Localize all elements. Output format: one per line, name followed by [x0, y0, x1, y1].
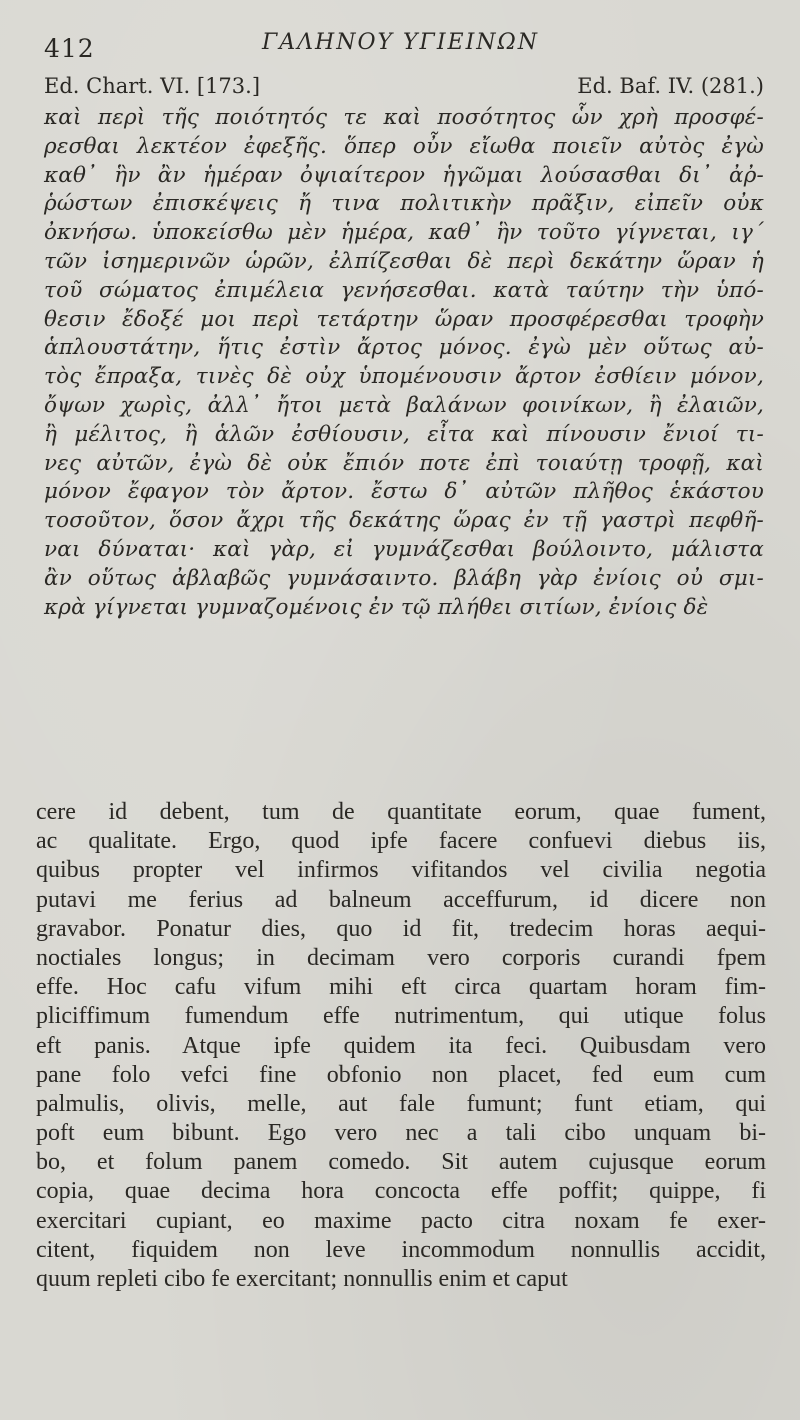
greek-text-block: [44, 104, 764, 622]
greek-text-line: τοῦ σώματος ἐπιμέλεια γενήσεσθαι. κατὰ ταύτην τὴν ὑπό-: [44, 277, 764, 303]
greek-text-line: τοσοῦτον, ὅσον ἄχρι τῆς δεκάτης ὥρας ἐν τῇ γαστρὶ πεφθῆ-: [44, 508, 764, 534]
greek-text-line: ρεσθαι λεκτέον ἐφεξῆς. ὅπερ οὖν εἴωθα ποιεῖν αὐτὸς ἐγὼ: [44, 133, 764, 159]
greek-text-line: τὸς ἔπραξα, τινὲς δὲ οὐχ ὑπομένουσιν ἄρτον ἐσθίειν μόνον,: [44, 364, 764, 390]
latin-text-line: ac qualitate. Ergo, quod ipfe facere confuevi diebus iis,: [36, 828, 766, 855]
greek-text-line: ἁπλουστάτην, ἥτις ἐστὶν ἄρτος μόνος. ἐγὼ μὲν οὕτως αὐ-: [44, 335, 764, 361]
latin-text-line: pliciffimum fumendum effe nutrimentum, qui utique folus: [36, 1003, 766, 1030]
latin-text-line: pane folo vefci fine obfonio non placet, fed eum cum: [36, 1061, 766, 1088]
greek-text-line: καθ᾽ ἣν ἂν ἡμέραν ὀψιαίτερον ἡγῶμαι λούσασθαι δι᾽ ἀῤ-: [44, 162, 764, 188]
latin-text-line: noctiales longus; in decimam vero corporis curandi fpem: [36, 944, 766, 971]
greek-text-line: μόνον ἔφαγον τὸν ἄρτον. ἔστω δ᾽ αὐτῶν πλῆθος ἑκάστου: [44, 479, 764, 505]
latin-text-line: effe. Hoc cafu vifum mihi eft circa quartam horam fim-: [36, 974, 766, 1001]
greek-text-line: ἂν οὕτως ἀβλαβῶς γυμνάσαιντο. βλάβη γὰρ ἐνίοις οὐ σμι-: [44, 565, 764, 591]
greek-text-line: ὄψων χωρὶς, ἀλλ᾽ ἤτοι μετὰ βαλάνων φοινίκων, ἢ ἐλαιῶν,: [44, 392, 764, 418]
edition-references: [44, 74, 764, 104]
greek-text-line: θεσιν ἔδοξέ μοι περὶ τετάρτην ὥραν προσφέρεσθαι τροφὴν: [44, 306, 764, 332]
latin-text-line: quum repleti cibo fe exercitant; nonnullis enim et caput: [36, 1266, 568, 1292]
edition-basel-reference: Ed. Baf. IV. (281.): [577, 74, 764, 98]
latin-text-line: palmulis, olivis, melle, aut fale fumunt; funt etiam, qui: [36, 1090, 766, 1117]
greek-text-line: κρὰ γίγνεται γυμναζομένοις ἐν τῷ πλήθει σιτίων, ἐνίοις δὲ: [44, 594, 709, 620]
running-title: ΓΑΛΗΝΟΥ ΥΓΙΕΙΝΩΝ: [262, 30, 539, 55]
greek-text-line: τῶν ἰσημερινῶν ὡρῶν, ἐλπίζεσθαι δὲ περὶ δεκάτην ὥραν ἡ: [44, 248, 764, 274]
page-number: 412: [44, 34, 95, 63]
latin-text-line: gravabor. Ponatur dies, quo id fit, tredecim horas aequi-: [36, 915, 766, 942]
latin-text-line: bo, et folum panem comedo. Sit autem cujusque eorum: [36, 1149, 766, 1176]
running-header: [44, 26, 764, 66]
greek-text-line: ἢ μέλιτος, ἢ ἁλῶν ἐσθίουσιν, εἶτα καὶ πίνουσιν ἔνιοί τι-: [44, 421, 764, 447]
greek-text-line: καὶ περὶ τῆς ποιότητός τε καὶ ποσότητος ὧν χρὴ προσφέ-: [44, 105, 764, 130]
greek-text-line: ὀκνήσω. ὑποκείσθω μὲν ἡμέρα, καθ᾽ ἣν τοῦτο γίγνεται, ιγ΄: [44, 220, 764, 246]
latin-text-line: poft eum bibunt. Ego vero nec a tali cibo unquam bi-: [36, 1120, 766, 1147]
latin-text-line: eft panis. Atque ipfe quidem ita feci. Quibusdam vero: [36, 1032, 766, 1059]
latin-text-line: cere id debent, tum de quantitate eorum, quae fument,: [36, 799, 766, 825]
latin-text-line: copia, quae decima hora concocta effe poffit; quippe, fi: [36, 1178, 766, 1205]
latin-text-line: citent, fiquidem non leve incommodum nonnullis accidit,: [36, 1236, 766, 1263]
latin-text-block: [36, 798, 766, 1294]
edition-chart-reference: Ed. Chart. VI. [173.]: [44, 74, 261, 98]
greek-text-line: ναι δύναται· καὶ γὰρ, εἰ γυμνάζεσθαι βούλοιντο, μάλιστα: [44, 536, 764, 562]
greek-text-line: ῥώστων ἐπισκέψεις ἤ τινα πολιτικὴν πρᾶξιν, εἰπεῖν οὐκ: [44, 191, 764, 217]
latin-text-line: exercitari cupiant, eo maxime pacto citra noxam fe exer-: [36, 1207, 766, 1234]
greek-text-line: νες αὐτῶν, ἐγὼ δὲ οὐκ ἔπιόν ποτε ἐπὶ τοιαύτῃ τροφῇ, καὶ: [44, 450, 764, 476]
latin-text-line: quibus propter vel infirmos vifitandos vel civilia negotia: [36, 857, 766, 884]
latin-text-line: putavi me ferius ad balneum acceffurum, id dicere non: [36, 886, 766, 913]
